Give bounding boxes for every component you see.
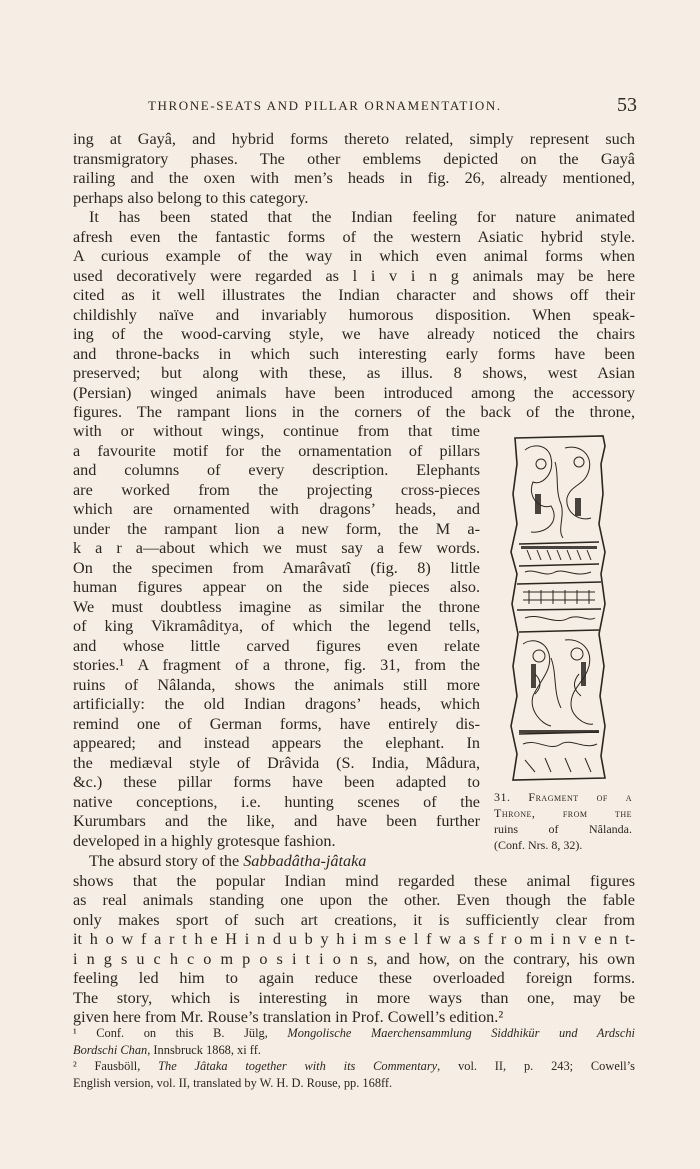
text-line: It has been stated that the Indian feeling for nature animated (89, 208, 635, 226)
text-line: of king Vikramâditya, of which the legend tells, (73, 617, 480, 635)
text-line: human figures appear on the side pieces also. (73, 578, 480, 596)
caption-line: 31. Fragment of a (494, 790, 632, 804)
text-line: afresh even the fantastic forms of the western Asiatic hybrid style. (73, 227, 635, 246)
throne-fragment-illustration (505, 434, 613, 782)
text-line: On the specimen from Amarâvatî (fig. 8) little (73, 558, 480, 577)
text-line: are worked from the projecting cross-pieces (73, 480, 480, 499)
text-line: appeared; and instead appears the elephant. In (73, 734, 480, 752)
caption-line: (Conf. Nrs. 8, 32). (494, 838, 583, 852)
text-line: and throne-backs in which such interesting early forms have been (73, 344, 635, 363)
text-line: native conceptions, i.e. hunting scenes of the (73, 792, 480, 811)
text-line: i n g s u c h c o m p o s i t i o n s, and how, on the contrary, his own (73, 949, 635, 968)
text-line: which are ornamented with dragons’ heads, and (73, 500, 480, 518)
body-text-beside-figure (73, 422, 480, 851)
text-line: under the rampant lion a new form, the M a- (73, 519, 480, 538)
text-line: We must doubtless imagine as similar the throne (73, 597, 480, 616)
text-line: k a r a—about which we must say a few words. (73, 539, 480, 557)
text-line: &c.) these pillar forms have been adapted to (73, 773, 480, 791)
page-header (0, 96, 700, 120)
text-line: with or without wings, continue from that time (73, 422, 480, 440)
text-line: stories.¹ A fragment of a throne, fig. 31, from the (73, 656, 480, 674)
text-line: feeling led him to again reduce these overloaded foreign forms. (73, 969, 635, 987)
text-line: artificially: the old Indian dragons’ heads, which (73, 695, 480, 713)
text-line: perhaps also belong to this category. (73, 188, 309, 207)
footnotes (73, 1025, 635, 1091)
text-line: The absurd story of the Sabbadâtha-jâtaka (89, 852, 367, 870)
text-line: remind one of German forms, have entirely dis- (73, 714, 480, 733)
footnote-1-cont: Bordschi Chan, Innsbruck 1868, xi ff. (73, 1042, 261, 1057)
jataka-title: Sabbadâtha-jâtaka (243, 852, 367, 870)
text-line: childishly naïve and invariably humorous disposition. When speak- (73, 305, 635, 324)
text-line: (Persian) winged animals have been introduced among the accessory (73, 383, 635, 402)
footnote-2-cont: English version, vol. II, translated by W. H. D. Rouse, pp. 168ff. (73, 1075, 393, 1090)
text-line: The story, which is interesting in more ways than one, may be (73, 988, 635, 1007)
text-line: and columns of every description. Elephants (73, 461, 480, 479)
body-text-top (73, 130, 635, 423)
body-text-bottom (73, 852, 635, 1028)
text-line: railing and the oxen with men’s heads in fig. 26, already mentioned, (73, 169, 635, 187)
running-title: THRONE-SEATS AND PILLAR ORNAMENTATION. (148, 98, 502, 113)
text-line: A curious example of the way in which even animal forms when (73, 247, 635, 265)
page-number: 53 (617, 94, 637, 116)
text-line: developed in a highly grotesque fashion. (73, 831, 336, 850)
text-line: only makes sport of such art creations, it is sufficiently clear from (73, 910, 635, 929)
text-line: as real animals standing one upon the other. Even though the fable (73, 891, 635, 909)
text-line: used decoratively were regarded as l i v i n g animals may be here (73, 266, 635, 285)
caption-line: ruins of Nâlanda. (494, 822, 632, 836)
text-line: given here from Mr. Rouse’s translation in Prof. Cowell’s edition.² (73, 1008, 504, 1026)
footnote-2: ² Fausböll, The Jâtaka together with its Commentary, vol. II, p. 243; Cowell’s (73, 1059, 635, 1073)
text-line: shows that the popular Indian mind regarded these animal figures (73, 871, 635, 890)
throne-fragment-figure (505, 434, 613, 782)
text-line: the mediæval style of Drâvida (S. India, Mâdura, (73, 753, 480, 772)
text-line: and whose little carved figures even relate (73, 636, 480, 655)
text-line: preserved; but along with these, as illus. 8 shows, west Asian (73, 364, 635, 382)
text-line: it h o w f a r t h e H i n d u b y h i m s e l f w a s f r o m i n v e n t- (73, 930, 635, 948)
text-line: Kurumbars and the like, and have been further (73, 812, 480, 830)
caption-line: Throne, from the (494, 806, 632, 820)
text-line: ing of the wood-carving style, we have already noticed the chairs (73, 325, 635, 343)
footnote-1: ¹ Conf. on this B. Jülg, Mongolische Maerchensammlung Siddhikür und Ardschi (73, 1026, 635, 1040)
figure-caption (494, 789, 632, 853)
text-line: figures. The rampant lions in the corners of the back of the throne, (73, 403, 635, 421)
text-line: transmigratory phases. The other emblems depicted on the Gayâ (73, 149, 635, 168)
text-line: ing at Gayâ, and hybrid forms thereto related, simply represent such (73, 130, 635, 148)
text-line: cited as it well illustrates the Indian character and shows off their (73, 286, 635, 304)
text-line: a favourite motif for the ornamentation of pillars (73, 441, 480, 460)
text-line: ruins of Nâlanda, shows the animals still more (73, 675, 480, 694)
